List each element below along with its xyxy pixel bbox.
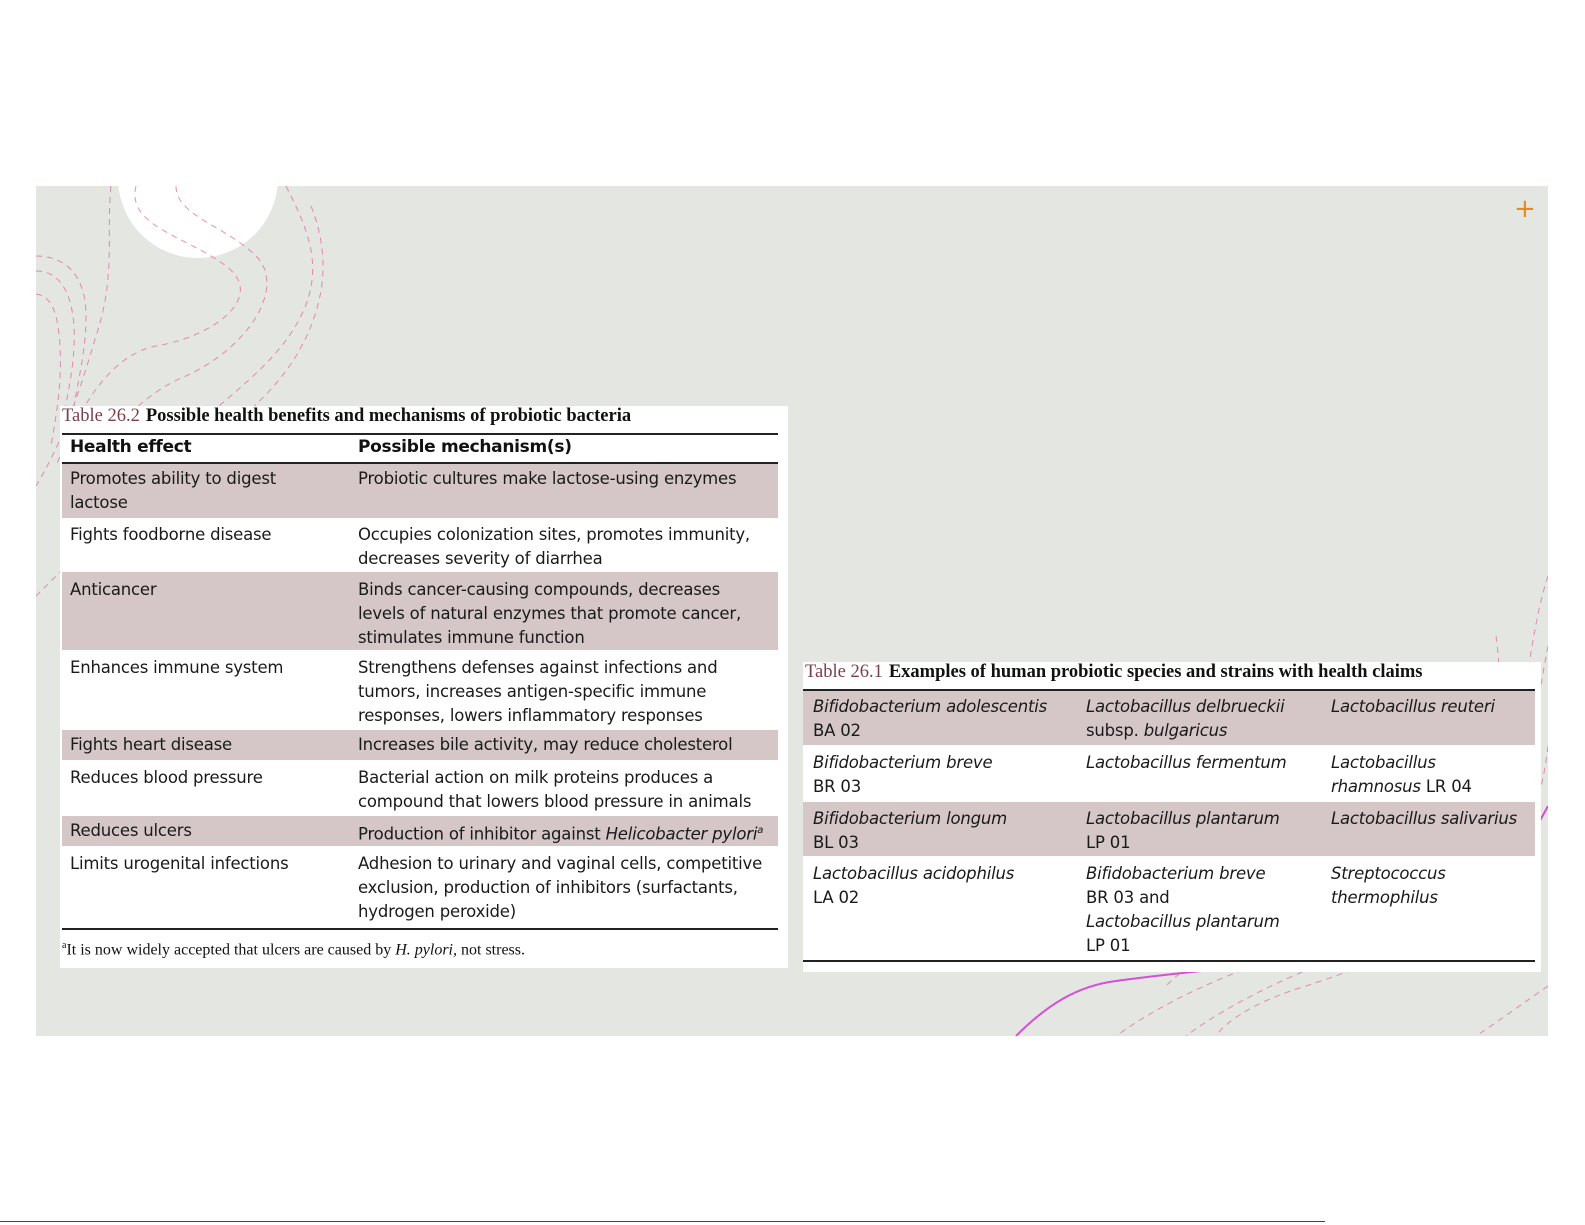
strain-code: BL 03 bbox=[813, 833, 859, 852]
species-name: Streptococcus bbox=[1331, 864, 1446, 883]
bottom-rule bbox=[62, 928, 778, 930]
top-rule bbox=[62, 433, 778, 435]
table-number: Table 26.1 bbox=[805, 662, 883, 682]
effect-cell: Limits urogenital infections bbox=[70, 854, 289, 873]
table-title: Examples of human probiotic species and strains with health claims bbox=[888, 662, 1423, 682]
species-cell bbox=[1331, 807, 1536, 831]
strain-code: LP 01 bbox=[1086, 936, 1131, 955]
mechanism-cell: Occupies colonization sites, promotes immunity, decreases severity of diarrhea bbox=[358, 525, 750, 568]
mechanism-cell: Bacterial action on milk proteins produces a compound that lowers blood pressure in animals bbox=[358, 768, 752, 811]
species-cell bbox=[813, 807, 1083, 855]
species-name: Bifidobacterium longum bbox=[813, 809, 1008, 828]
species-name: Lactobacillus delbrueckii bbox=[1086, 697, 1285, 716]
plus-icon: + bbox=[1514, 194, 1536, 224]
strain-code: BA 02 bbox=[813, 721, 861, 740]
table-caption bbox=[805, 662, 1422, 683]
effect-cell: Fights heart disease bbox=[70, 735, 232, 754]
footnote-mark: a bbox=[62, 940, 67, 951]
effect-cell: Fights foodborne disease bbox=[70, 525, 272, 544]
species-cell bbox=[1086, 862, 1326, 958]
mechanism-cell: Probiotic cultures make lactose-using enzymes bbox=[358, 469, 737, 488]
species-cell bbox=[1086, 751, 1326, 775]
mechanism-cell: Strengthens defenses against infections and tumors, increases antigen-specific immune responses, lowers inflammatory responses bbox=[358, 658, 718, 725]
mechanism-cell: Increases bile activity, may reduce cholesterol bbox=[358, 735, 733, 754]
species-cell bbox=[1086, 807, 1326, 855]
mechanism-cell bbox=[358, 819, 778, 847]
species-name: Lactobacillus plantarum bbox=[1086, 809, 1280, 828]
mechanism-cell: Binds cancer-causing compounds, decreases levels of natural enzymes that promote cancer, stimulates immune function bbox=[358, 580, 742, 647]
species-name: Bifidobacterium breve bbox=[1086, 864, 1266, 883]
species-cell bbox=[813, 695, 1083, 743]
decorative-circle bbox=[118, 186, 278, 258]
mechanism-species: Helicobacter pylori bbox=[605, 824, 758, 844]
footnote-text: It is now widely accepted that ulcers are caused by bbox=[66, 941, 396, 959]
table-26-1 bbox=[803, 662, 1541, 972]
species-cell bbox=[813, 862, 1083, 910]
footnote-text-end: not stress. bbox=[457, 941, 525, 959]
species-cell bbox=[813, 751, 1083, 799]
footnote bbox=[62, 940, 525, 959]
slide bbox=[36, 186, 1548, 1036]
species-name: Lactobacillus acidophilus bbox=[813, 864, 1015, 883]
table-title: Possible health benefits and mechanisms of probiotic bacteria bbox=[145, 406, 632, 426]
strain-code: LA 02 bbox=[813, 888, 860, 907]
subspecies-name: bulgaricus bbox=[1143, 721, 1228, 740]
page-bottom-line bbox=[0, 1221, 1325, 1222]
effect-cell: Reduces blood pressure bbox=[70, 768, 263, 787]
bottom-rule bbox=[803, 960, 1535, 962]
strain-code: BR 03 bbox=[813, 777, 862, 796]
header-mechanism: Possible mechanism(s) bbox=[358, 437, 572, 457]
mechanism-text: Production of inhibitor against bbox=[358, 824, 606, 844]
species-name: Lactobacillus plantarum bbox=[1086, 912, 1280, 931]
species-cell bbox=[1331, 862, 1536, 910]
species-name: Lactobacillus fermentum bbox=[1086, 753, 1287, 772]
species-name-line2: thermophilus bbox=[1331, 888, 1438, 907]
species-name-line2: rhamnosus bbox=[1331, 777, 1421, 796]
footnote-ref: a bbox=[757, 825, 764, 836]
species-name: Bifidobacterium breve bbox=[813, 753, 993, 772]
table-number: Table 26.2 bbox=[62, 406, 140, 426]
effect-cell: Anticancer bbox=[70, 580, 157, 599]
species-cell bbox=[1086, 695, 1326, 743]
species-cell bbox=[1331, 751, 1536, 799]
species-name: Lactobacillus salivarius bbox=[1331, 809, 1518, 828]
mechanism-cell: Adhesion to urinary and vaginal cells, competitive exclusion, production of inhibitors (surfactants, hydrogen peroxide) bbox=[358, 854, 763, 921]
strain-code: LR 04 bbox=[1425, 777, 1472, 796]
strain-code: BR 03 and bbox=[1086, 888, 1170, 907]
subspecies-label: subsp. bbox=[1086, 721, 1144, 740]
species-name: Lactobacillus reuteri bbox=[1331, 697, 1495, 716]
effect-cell: Promotes ability to digest lactose bbox=[70, 469, 276, 512]
header-health-effect: Health effect bbox=[70, 437, 192, 457]
footnote-species: H. pylori, bbox=[395, 941, 457, 959]
effect-cell: Reduces ulcers bbox=[70, 821, 192, 840]
strain-code: LP 01 bbox=[1086, 833, 1131, 852]
species-cell bbox=[1331, 695, 1536, 719]
table-caption bbox=[62, 406, 631, 427]
table-26-2 bbox=[60, 406, 788, 968]
effect-cell: Enhances immune system bbox=[70, 658, 284, 677]
species-name: Lactobacillus bbox=[1331, 753, 1436, 772]
species-name: Bifidobacterium adolescentis bbox=[813, 697, 1048, 716]
